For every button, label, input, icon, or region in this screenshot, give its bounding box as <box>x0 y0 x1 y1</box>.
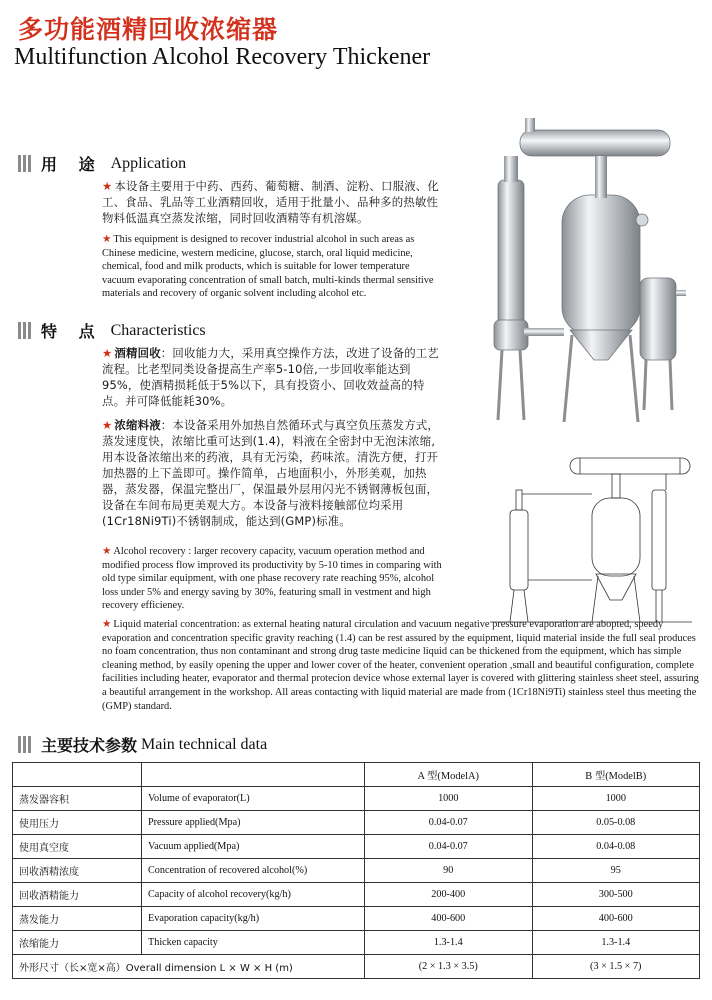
row-value-b: 400-600 <box>532 907 700 931</box>
red-star-icon: ★ <box>102 546 112 557</box>
table-row <box>13 859 700 883</box>
page-title-en: Multifunction Alcohol Recovery Thickener <box>14 44 431 70</box>
item1-text: ：回收能力大，采用真空操作方法，改进了设备的工艺流程。比老型同类设备提高生产率5-10倍,一步回收率能达到95%，使酒精损耗低于5%以下，具有投资小、回收效益高的特点。并可降低能耗30%。 <box>102 346 439 408</box>
item1-label: 酒精回收 <box>114 346 161 360</box>
row-en-label: Pressure applied(Mpa) <box>142 811 365 835</box>
table-row-dimension <box>13 955 700 979</box>
characteristics-cn-item2 <box>102 417 444 529</box>
row-value-a: 400-600 <box>365 907 533 931</box>
row-value-b: 0.04-0.08 <box>532 835 700 859</box>
row-value-b: 0.05-0.08 <box>532 811 700 835</box>
row-en-label: Capacity of alcohol recovery(kg/h) <box>142 883 365 907</box>
dimension-value-a: (2 × 1.3 × 3.5) <box>365 955 533 979</box>
section-marker-icon <box>18 322 31 339</box>
application-en-text: This equipment is designed to recover industrial alcohol in such areas as Chinese medicine, western medicine, glucose, starch, oral liquid medicine, chemical, food and milk products, which is suitable for lower temperature vacuum evaporating concentration of small batch, multi-kinds thermal sensitive materials and recovery of organic solvent including alcohol etc. <box>102 234 434 300</box>
header-model-b: B 型(ModelB) <box>532 763 700 787</box>
row-en-label: Volume of evaporator(L) <box>142 787 365 811</box>
table-row <box>13 907 700 931</box>
table-row <box>13 787 700 811</box>
row-cn-label: 使用真空度 <box>13 835 142 859</box>
row-cn-label: 使用压力 <box>13 811 142 835</box>
page-title-cn: 多功能酒精回收浓缩器 <box>18 15 279 44</box>
row-en-label: Evaporation capacity(kg/h) <box>142 907 365 931</box>
characteristics-en-item1 <box>102 545 444 613</box>
row-en-label: Thicken capacity <box>142 931 365 955</box>
item2-label: 浓缩料液 <box>114 418 161 432</box>
header-blank-cell <box>13 763 142 787</box>
row-cn-label: 回收酒精能力 <box>13 883 142 907</box>
dimension-value-b: (3 × 1.5 × 7) <box>532 955 700 979</box>
row-cn-label: 浓缩能力 <box>13 931 142 955</box>
section-marker-icon <box>18 155 31 172</box>
row-value-b: 95 <box>532 859 700 883</box>
row-value-a: 1000 <box>365 787 533 811</box>
red-star-icon: ★ <box>102 179 113 193</box>
row-value-a: 1.3-1.4 <box>365 931 533 955</box>
en-item1-text: Alcohol recovery : larger recovery capacity, vacuum operation method and modified process flow improved its productivity by 5-10 times in comparing with old type similar equipment, with one phase recovery rate reaching 95%, alcohol loss under 5% and energy saving by 30%, featuring small in vestment and high recovery efficieney. <box>102 546 442 612</box>
en-item2-text: Liquid material concentration: as external heating natural circulation and vacuum negative pressure evaporation are abopted, speedy evaporation and concentration specific gravity reaching (1.4) can be rest assured by the equipment, liquid material inside the full seal produces no foam concentration, thus non contaminant and strong drug taste medicine liquid can be thickened from the equipment, which has simple cleaning method, by easily opening the upper and lower cover of the heater, convenient operation ,small and beautiful configuration, complete facilities including heater, evaporator and thermal protecion device whose external layer is covered with glittering stainless sheet steel, assuring a beautiful arrangement in the workshop. All areas contacting with liquid material are made from (1Cr18Ni9Ti) stainless steel thus meeting the (GMP) standard. <box>102 619 699 712</box>
table-row <box>13 835 700 859</box>
row-value-b: 1.3-1.4 <box>532 931 700 955</box>
red-star-icon: ★ <box>102 418 113 432</box>
row-cn-label: 蒸发能力 <box>13 907 142 931</box>
application-en-paragraph <box>102 233 444 301</box>
header-model-a: A 型(ModelA) <box>365 763 533 787</box>
table-header-row <box>13 763 700 787</box>
red-star-icon: ★ <box>102 619 112 630</box>
characteristics-cn-item1 <box>102 345 444 409</box>
dimension-label-cn: 外形尺寸（长×宽×高） <box>19 963 126 974</box>
item2-text: ：本设备采用外加热自然循环式与真空负压蒸发方式，蒸发速度快，浓缩比重可达到(1.4)，料液在全密封中无泡沫浓缩,用本设备浓缩出来的药液，具有无污染，药味浓。清洗方便，打开加热器的上下盖即可。操作简单，占地面积小，外形美观，加热器，蒸发器，保温完整出厂，保温最外层用闪光不锈钢薄板包面，设备在车间布局更美观大方。本设备与液料接触部位均采用(1Cr18Ni9Ti)不锈钢制成，能达到(GMP)标准。 <box>102 418 439 528</box>
row-cn-label: 回收酒精浓度 <box>13 859 142 883</box>
header-blank-cell <box>142 763 365 787</box>
application-cn-paragraph <box>102 178 444 226</box>
row-value-b: 300-500 <box>532 883 700 907</box>
characteristics-en-item2 <box>102 618 702 713</box>
application-heading-en: Application <box>110 154 187 172</box>
table-row <box>13 811 700 835</box>
red-star-icon: ★ <box>102 346 113 360</box>
equipment-line-drawing <box>480 450 702 630</box>
tech-heading <box>18 733 267 756</box>
row-value-a: 0.04-0.07 <box>365 835 533 859</box>
tech-table <box>12 762 700 979</box>
characteristics-heading <box>18 319 206 342</box>
equipment-photo <box>480 110 702 440</box>
tech-heading-en: Main technical data <box>141 735 268 753</box>
row-cn-label: 蒸发器容积 <box>13 787 142 811</box>
row-en-label: Vacuum applied(Mpa) <box>142 835 365 859</box>
application-heading <box>18 152 186 175</box>
red-star-icon: ★ <box>102 234 112 245</box>
characteristics-heading-en: Characteristics <box>110 321 206 339</box>
tech-heading-cn: 主要技术参数 <box>41 736 138 755</box>
characteristics-heading-cn: 特 点 <box>41 322 103 341</box>
application-heading-cn: 用 途 <box>41 155 103 174</box>
table-row <box>13 931 700 955</box>
row-value-a: 200-400 <box>365 883 533 907</box>
row-value-b: 1000 <box>532 787 700 811</box>
dimension-label-en: Overall dimension L × W × H (m) <box>125 963 293 974</box>
section-marker-icon <box>18 736 31 753</box>
application-cn-text: 本设备主要用于中药、西药、葡萄糖、制酒、淀粉、口服液、化工、食品、乳品等工业酒精回收，适用于批量小、品种多的热敏性物料低温真空蒸发浓缩，同时回收酒精等有机溶媒。 <box>102 179 439 225</box>
table-row <box>13 883 700 907</box>
row-en-label: Concentration of recovered alcohol(%) <box>142 859 365 883</box>
row-value-a: 0.04-0.07 <box>365 811 533 835</box>
row-value-a: 90 <box>365 859 533 883</box>
dimension-label <box>13 955 365 979</box>
